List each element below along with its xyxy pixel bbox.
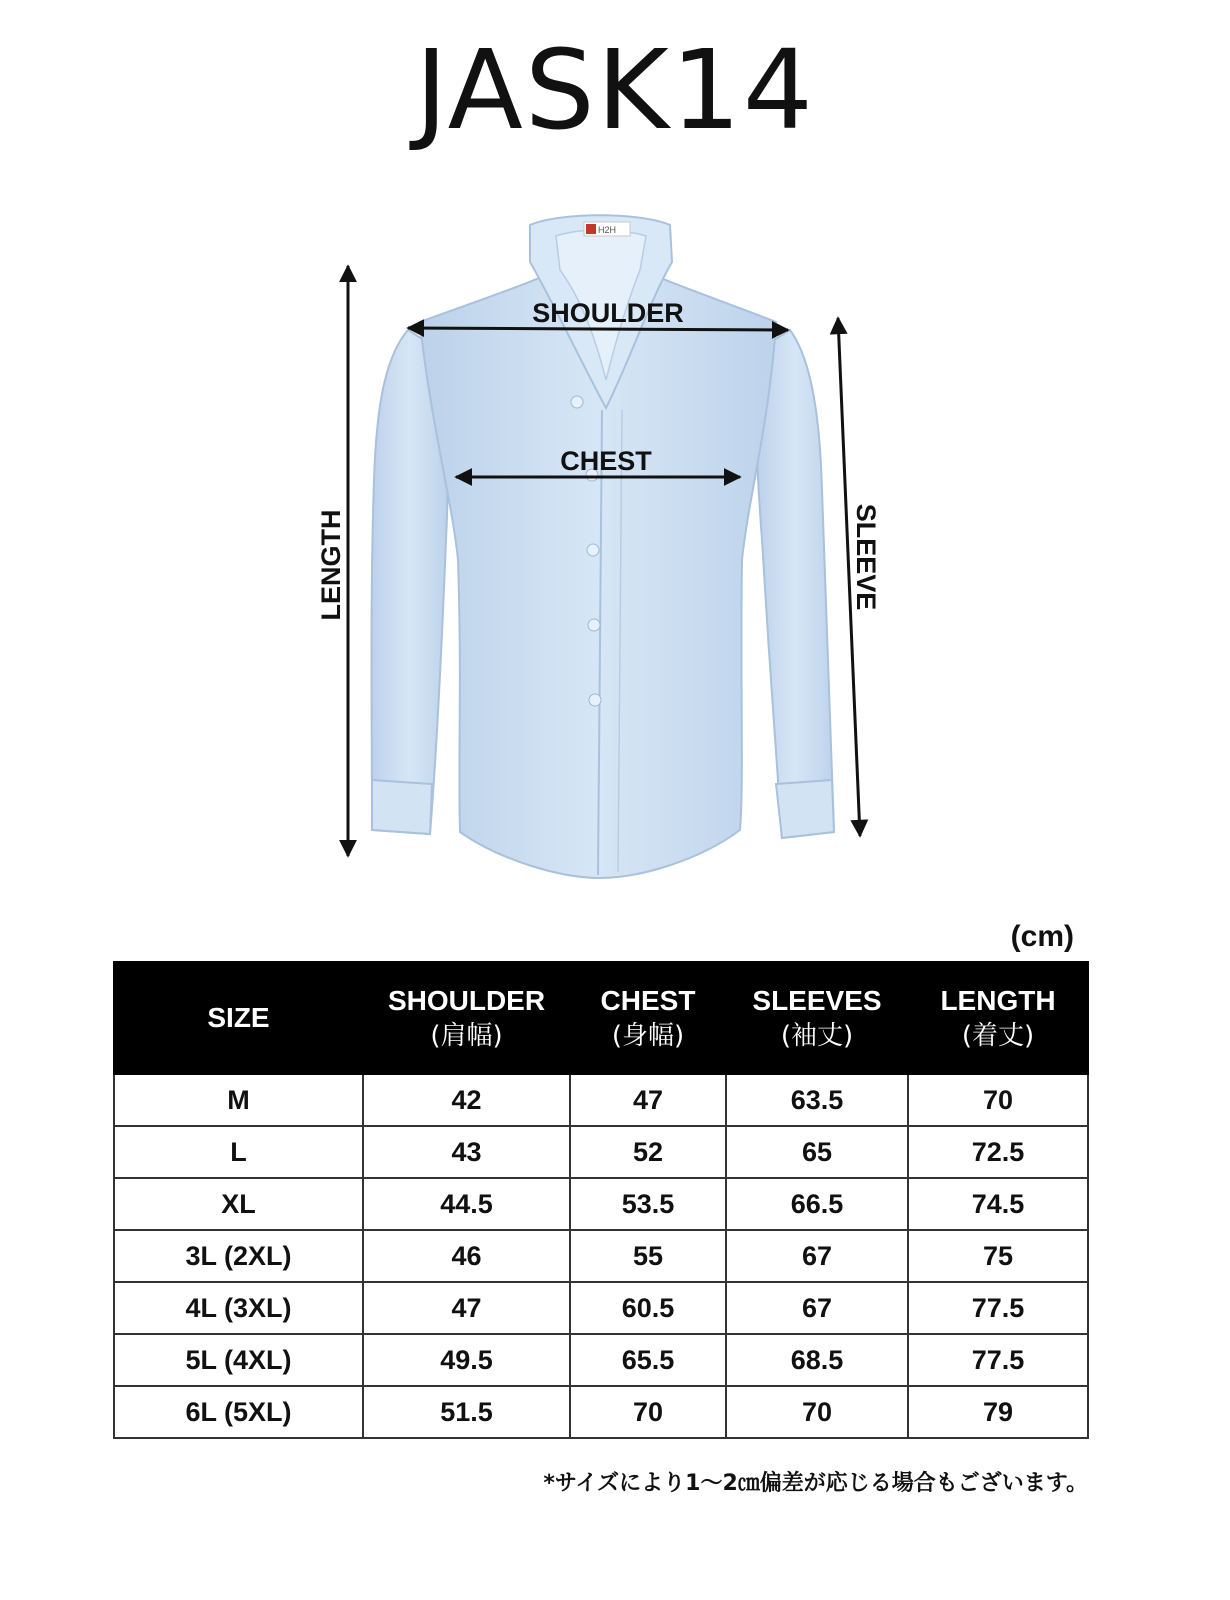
chest-cell: 55 <box>570 1230 726 1282</box>
length-cell: 77.5 <box>908 1334 1088 1386</box>
chest-cell: 70 <box>570 1386 726 1438</box>
chest-cell: 52 <box>570 1126 726 1178</box>
table-row <box>114 1074 1088 1126</box>
header-label: SLEEVES <box>752 984 882 1016</box>
size-cell: XL <box>114 1178 363 1230</box>
shoulder-cell: 44.5 <box>363 1178 570 1230</box>
sleeve-label: SLEEVE <box>851 503 881 611</box>
sleeves-cell: 68.5 <box>726 1334 908 1386</box>
unit-label: (cm) <box>1010 920 1074 953</box>
shoulder-cell: 46 <box>363 1230 570 1282</box>
sleeves-cell: 65 <box>726 1126 908 1178</box>
sleeves-cell: 66.5 <box>726 1178 908 1230</box>
header-chest <box>570 962 726 1074</box>
brand-tag-text: H2H <box>598 225 617 235</box>
size-cell: M <box>114 1074 363 1126</box>
shoulder-cell: 49.5 <box>363 1334 570 1386</box>
header-length <box>908 962 1088 1074</box>
length-cell: 72.5 <box>908 1126 1088 1178</box>
header-label: SHOULDER <box>387 984 546 1016</box>
shoulder-cell: 43 <box>363 1126 570 1178</box>
table-row <box>114 1178 1088 1230</box>
header-label: LENGTH <box>940 984 1056 1016</box>
shirt-button <box>588 619 600 631</box>
chest-cell: 60.5 <box>570 1282 726 1334</box>
header-sublabel: (身幅) <box>611 1021 685 1052</box>
header-label: CHEST <box>600 984 696 1016</box>
shoulder-cell: 51.5 <box>363 1386 570 1438</box>
size-chart-table <box>113 961 1089 1439</box>
length-cell: 75 <box>908 1230 1088 1282</box>
page-title: JASK14 <box>415 26 815 154</box>
header-sublabel: (袖丈) <box>780 1021 854 1052</box>
table-row <box>114 1282 1088 1334</box>
size-cell: 6L (5XL) <box>114 1386 363 1438</box>
chest-cell: 47 <box>570 1074 726 1126</box>
length-cell: 79 <box>908 1386 1088 1438</box>
size-cell: 3L (2XL) <box>114 1230 363 1282</box>
header-sublabel: (着丈) <box>961 1021 1035 1052</box>
sleeves-cell: 67 <box>726 1230 908 1282</box>
table-row <box>114 1334 1088 1386</box>
shoulder-cell: 42 <box>363 1074 570 1126</box>
brand-tag-logo <box>586 224 596 234</box>
chest-cell: 53.5 <box>570 1178 726 1230</box>
header-sublabel: (肩幅) <box>430 1021 503 1052</box>
shoulder-cell: 47 <box>363 1282 570 1334</box>
size-cell: 5L (4XL) <box>114 1334 363 1386</box>
left-cuff <box>372 780 432 834</box>
sleeves-cell: 67 <box>726 1282 908 1334</box>
right-cuff <box>776 780 834 838</box>
table-row <box>114 1230 1088 1282</box>
chest-cell: 65.5 <box>570 1334 726 1386</box>
shirt-button <box>589 694 601 706</box>
shirt-button <box>571 396 583 408</box>
sleeves-cell: 70 <box>726 1386 908 1438</box>
length-cell: 70 <box>908 1074 1088 1126</box>
table-row <box>114 1126 1088 1178</box>
table-header-row <box>114 962 1088 1074</box>
header-size <box>114 962 363 1074</box>
sleeves-cell: 63.5 <box>726 1074 908 1126</box>
header-sleeves <box>726 962 908 1074</box>
size-cell: 4L (3XL) <box>114 1282 363 1334</box>
length-label: LENGTH <box>316 509 346 621</box>
size-note: *サイズにより1〜2㎝偏差が応じる場合もございます。 <box>543 1471 1088 1496</box>
shoulder-arrow <box>408 328 788 330</box>
shoulder-label: SHOULDER <box>532 298 684 328</box>
length-cell: 77.5 <box>908 1282 1088 1334</box>
shirt-button <box>587 544 599 556</box>
length-cell: 74.5 <box>908 1178 1088 1230</box>
size-cell: L <box>114 1126 363 1178</box>
header-label: SIZE <box>207 1002 270 1034</box>
header-shoulder <box>363 962 570 1074</box>
chest-label: CHEST <box>560 446 652 476</box>
table-row <box>114 1386 1088 1438</box>
